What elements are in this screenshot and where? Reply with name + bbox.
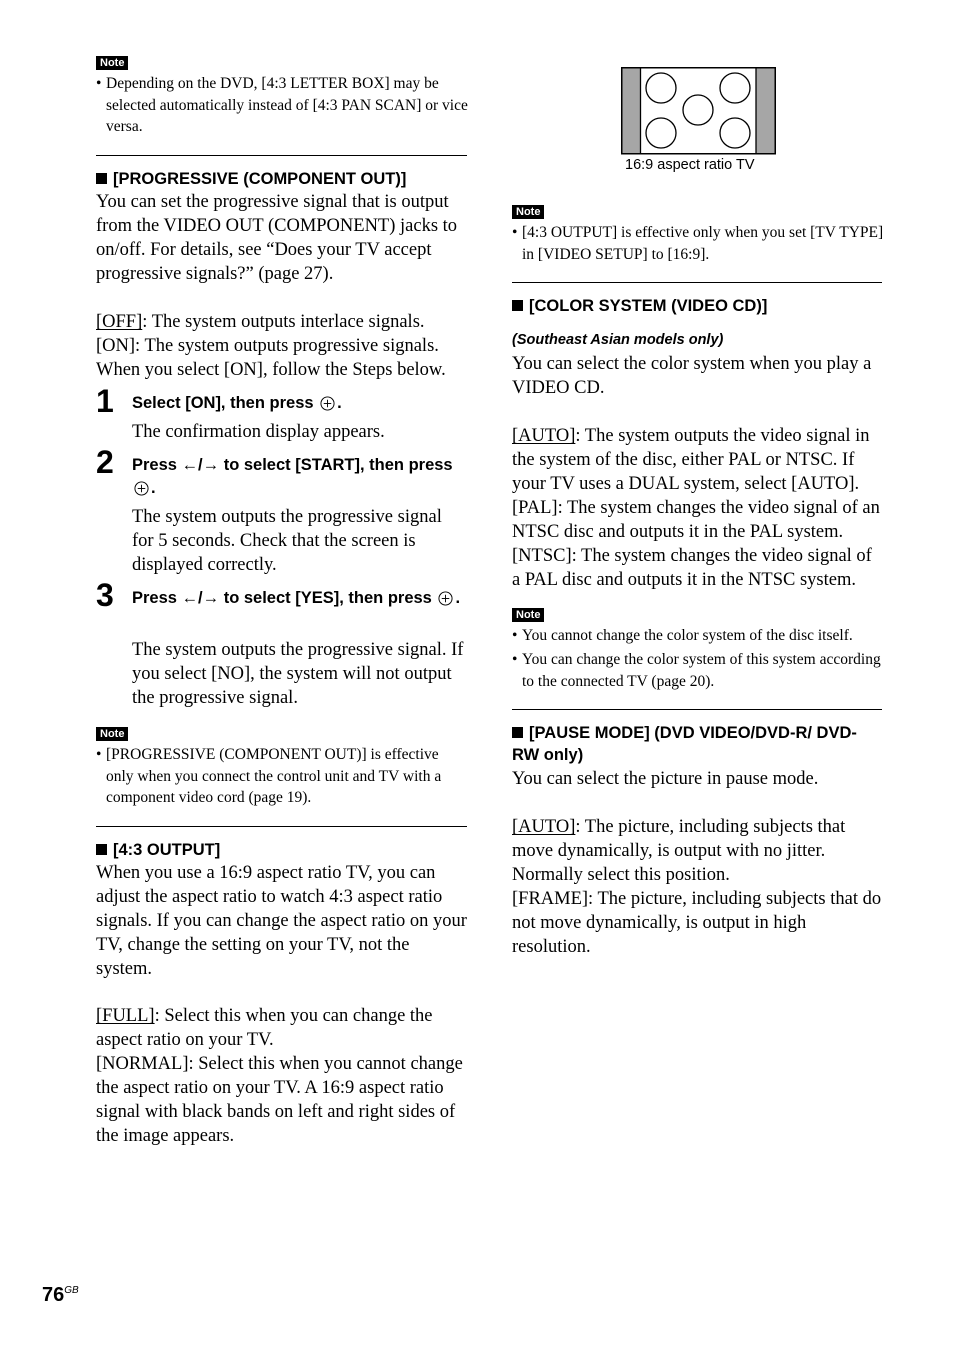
option-normal: [NORMAL]: Select this when you cannot change the aspect ratio on your TV. A 16:9 aspect ratio signal with black bands on left and right sides of the image appears. <box>96 1054 463 1146</box>
progressive-intro: You can set the progressive signal that is output from the VIDEO OUT (COMPONENT) jacks to on/off. For details, see “Does your TV accept progressive signals?” (page 27). <box>96 192 458 284</box>
note-item: • You cannot change the color system of the disc itself. <box>512 627 853 644</box>
default-option-auto: [AUTO] <box>512 817 576 837</box>
note-badge: Note <box>512 608 544 622</box>
step-title: Select [ON], then press . <box>132 394 342 412</box>
option-pal: [PAL]: The system changes the video signal of an NTSC disc and outputs it in the PAL system. <box>512 498 880 542</box>
enter-button-icon <box>320 396 335 411</box>
enter-button-icon <box>438 591 453 606</box>
divider <box>96 826 467 827</box>
divider <box>512 709 882 710</box>
color-options: [AUTO]: The system outputs the video signal in the system of the disc, either PAL or NTSC. If your TV uses a DUAL system, select [AUTO]. [PAL]: The system changes the video signal of an NTSC disc and outputs it in the PAL system. [NTSC]: The system changes the video signal of a PAL disc and outputs it in the NTSC system. <box>512 426 880 590</box>
step-body: The confirmation display appears. <box>132 422 385 442</box>
step-title: Press ←/→ to select [START], then press . <box>132 456 453 497</box>
divider <box>512 282 882 283</box>
default-option-full: [FULL] <box>96 1006 155 1026</box>
section-subheading: (Southeast Asian models only) <box>512 332 724 348</box>
note-item: • Depending on the DVD, [4:3 LETTER BOX] may be selected automatically instead of [4:3 PAN SCAN] or vice versa. <box>96 75 468 135</box>
note-item: • [4:3 OUTPUT] is effective only when you set [TV TYPE] in [VIDEO SETUP] to [16:9]. <box>512 224 884 263</box>
section-heading-pause-mode: [PAUSE MODE] (DVD VIDEO/DVD-R/ DVD-RW only) <box>512 724 857 764</box>
divider <box>96 155 467 156</box>
note-item: • You can change the color system of this system according to the connected TV (page 20). <box>512 651 881 690</box>
pause-intro: You can select the picture in pause mode. <box>512 769 819 789</box>
pause-options: [AUTO]: The picture, including subjects that move dynamically, is output with no jitter. Normally select this position. [FRAME]: The picture, including subjects that do not move dynamically, is output in high resolution. <box>512 817 882 957</box>
option-ntsc: [NTSC]: The system changes the video signal of a PAL disc and outputs it in the NTSC system. <box>512 546 872 590</box>
default-option-auto: [AUTO] <box>512 426 576 446</box>
page-number-suffix: GB <box>64 1285 79 1296</box>
note-item: • [PROGRESSIVE (COMPONENT OUT)] is effective only when you connect the control unit and TV with a component video cord (page 19). <box>96 746 442 806</box>
step-number: 2 <box>96 444 114 480</box>
square-bullet-icon <box>512 727 523 738</box>
progressive-options: [OFF]: The system outputs interlace signals. [ON]: The system outputs progressive signals. When you select [ON], follow the Steps below. <box>96 312 446 380</box>
step-body: The system outputs the progressive signal. If you select [NO], the system will not output the progressive signal. <box>132 640 464 708</box>
page-number: $76^{GB}$ <box>42 1284 79 1306</box>
tv-aspect-ratio-illustration <box>621 67 777 155</box>
enter-button-icon <box>134 481 149 496</box>
figure-caption: 16:9 aspect ratio TV <box>625 157 755 173</box>
section-heading-color-system: [COLOR SYSTEM (VIDEO CD)] <box>512 295 884 317</box>
note-badge: Note <box>96 727 128 741</box>
default-option-off: [OFF] <box>96 312 143 332</box>
step-number: 3 <box>96 577 114 613</box>
step-number: 1 <box>96 383 114 419</box>
step-body: The system outputs the progressive signal for 5 seconds. Check that the screen is displayed correctly. <box>132 507 442 575</box>
square-bullet-icon <box>96 173 107 184</box>
note-badge: Note <box>512 205 544 219</box>
step-title: Press ←/→ to select [YES], then press . <box>132 589 461 607</box>
color-intro: You can select the color system when you play a VIDEO CD. <box>512 354 872 398</box>
option-on: [ON]: The system outputs progressive signals. When you select [ON], follow the Steps below. <box>96 336 446 380</box>
option-frame: [FRAME]: The picture, including subjects that do not move dynamically, is output in high resolution. <box>512 889 882 957</box>
output43-intro: When you use a 16:9 aspect ratio TV, you can adjust the aspect ratio to watch 4:3 aspect ratio signals. If you can change the aspect ratio on your TV, change the setting on your TV, not the system. <box>96 863 467 979</box>
square-bullet-icon <box>512 300 523 311</box>
section-heading-progressive: [PROGRESSIVE (COMPONENT OUT)] <box>96 168 468 190</box>
note-badge: Note <box>96 56 128 70</box>
square-bullet-icon <box>96 844 107 855</box>
output43-options: [FULL]: Select this when you can change the aspect ratio on your TV. [NORMAL]: Select this when you cannot change the aspect ratio on your TV. A 16:9 aspect ratio signal with black bands on left and right sides of the image appears. <box>96 1006 463 1146</box>
section-heading-4-3-output: [4:3 OUTPUT] <box>96 839 468 861</box>
